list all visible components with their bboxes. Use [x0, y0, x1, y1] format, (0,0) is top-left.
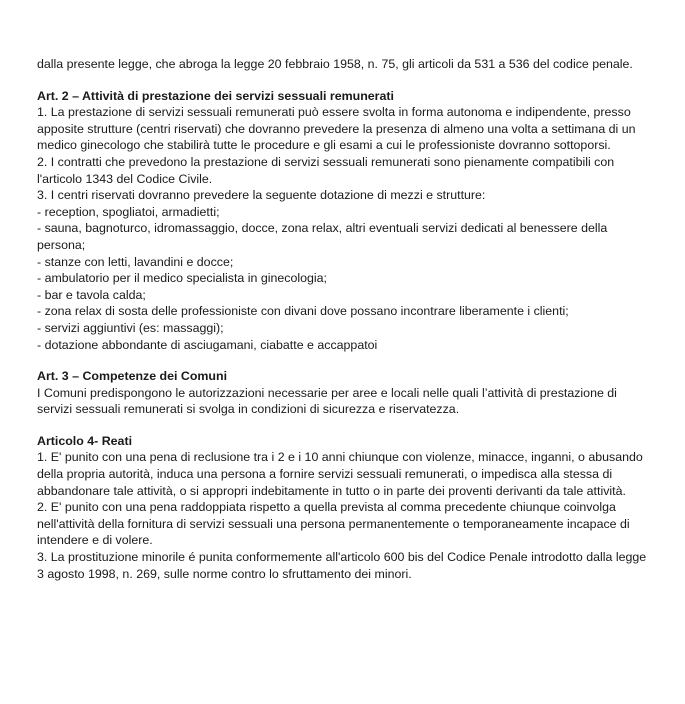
article-3-heading: Art. 3 – Competenze dei Comuni: [37, 369, 228, 384]
article-4-paragraph-2: 2. E' punito con una pena raddoppiata rispetto a quella prevista al comma precedente chiunque coinvolga nell'attività della fornitura di servizi sessuali una persona permanentemente o temporaneamente incapace di intendere e di volere.: [37, 500, 630, 548]
list-item: - sauna, bagnoturco, idromassaggio, docce, zona relax, altri eventuali servizi dedicati al benessere della persona;: [37, 221, 608, 252]
article-2-paragraph-1: 1. La prestazione di servizi sessuali remunerati può essere svolta in forma autonoma e indipendente, presso apposite strutture (centri riservati) che dovranno prevedere la presenza di almeno una volta a settimana di un medico ginecologo che stabilirà tutte le procedure e gli esami a cui le professioniste dovranno sottoporsi.: [37, 105, 636, 153]
intro-paragraph: dalla presente legge, che abroga la legge 20 febbraio 1958, n. 75, gli articoli da 531 a 536 del codice penale.: [37, 57, 633, 71]
list-item: - dotazione abbondante di asciugamani, ciabatte e accappatoi: [37, 337, 378, 352]
facilities-list: [37, 204, 651, 353]
article-2-paragraph-2: 2. I contratti che prevedono la prestazione di servizi sessuali remunerati sono pienamente compatibili con l'articolo 1343 del Codice Civile.: [37, 154, 615, 186]
article-2-paragraph-3: 3. I centri riservati dovranno prevedere la seguente dotazione di mezzi e strutture:: [37, 188, 486, 203]
article-4-heading: Articolo 4- Reati: [37, 433, 133, 448]
document-page: [37, 56, 651, 582]
article-2-heading: Art. 2 – Attività di prestazione dei servizi sessuali remunerati: [37, 88, 394, 103]
list-item: - servizi aggiuntivi (es: massaggi);: [37, 320, 224, 335]
list-item: - ambulatorio per il medico specialista in ginecologia;: [37, 271, 327, 286]
spacer: [37, 353, 651, 368]
spacer: [37, 73, 651, 88]
list-item: - stanze con letti, lavandini e docce;: [37, 254, 234, 269]
article-4-paragraph-3: 3. La prostituzione minorile é punita conformemente all'articolo 600 bis del Codice Penale introdotto dalla legge 3 agosto 1998, n. 269, sulle norme contro lo sfruttamento dei minori.: [37, 550, 647, 581]
article-2: [37, 88, 651, 354]
list-item: - reception, spogliatoi, armadietti;: [37, 204, 220, 219]
article-3-paragraph-1: I Comuni predispongono le autorizzazioni necessarie per aree e locali nelle quali l’attività di prestazione di servizi sessuali remunerati si svolga in condizioni di sicurezza e riservatezza.: [37, 385, 617, 417]
list-item: - zona relax di sosta delle professioniste con divani dove possano incontrare liberamente i clienti;: [37, 304, 569, 319]
article-4-paragraph-1: 1. E' punito con una pena di reclusione tra i 2 e i 10 anni chiunque con violenze, minacce, inganni, o abusando della propria autorità, induca una persona a fornire servizi sessuali remunerati, o impedisca alla stessa di abbandonare tale attività, o si appropri indebitamente in tutto o in parte dei proventi derivanti da tale attività.: [37, 450, 643, 498]
article-3: [37, 368, 651, 418]
list-item: - bar e tavola calda;: [37, 287, 146, 302]
article-4: [37, 433, 651, 582]
spacer: [37, 418, 651, 433]
